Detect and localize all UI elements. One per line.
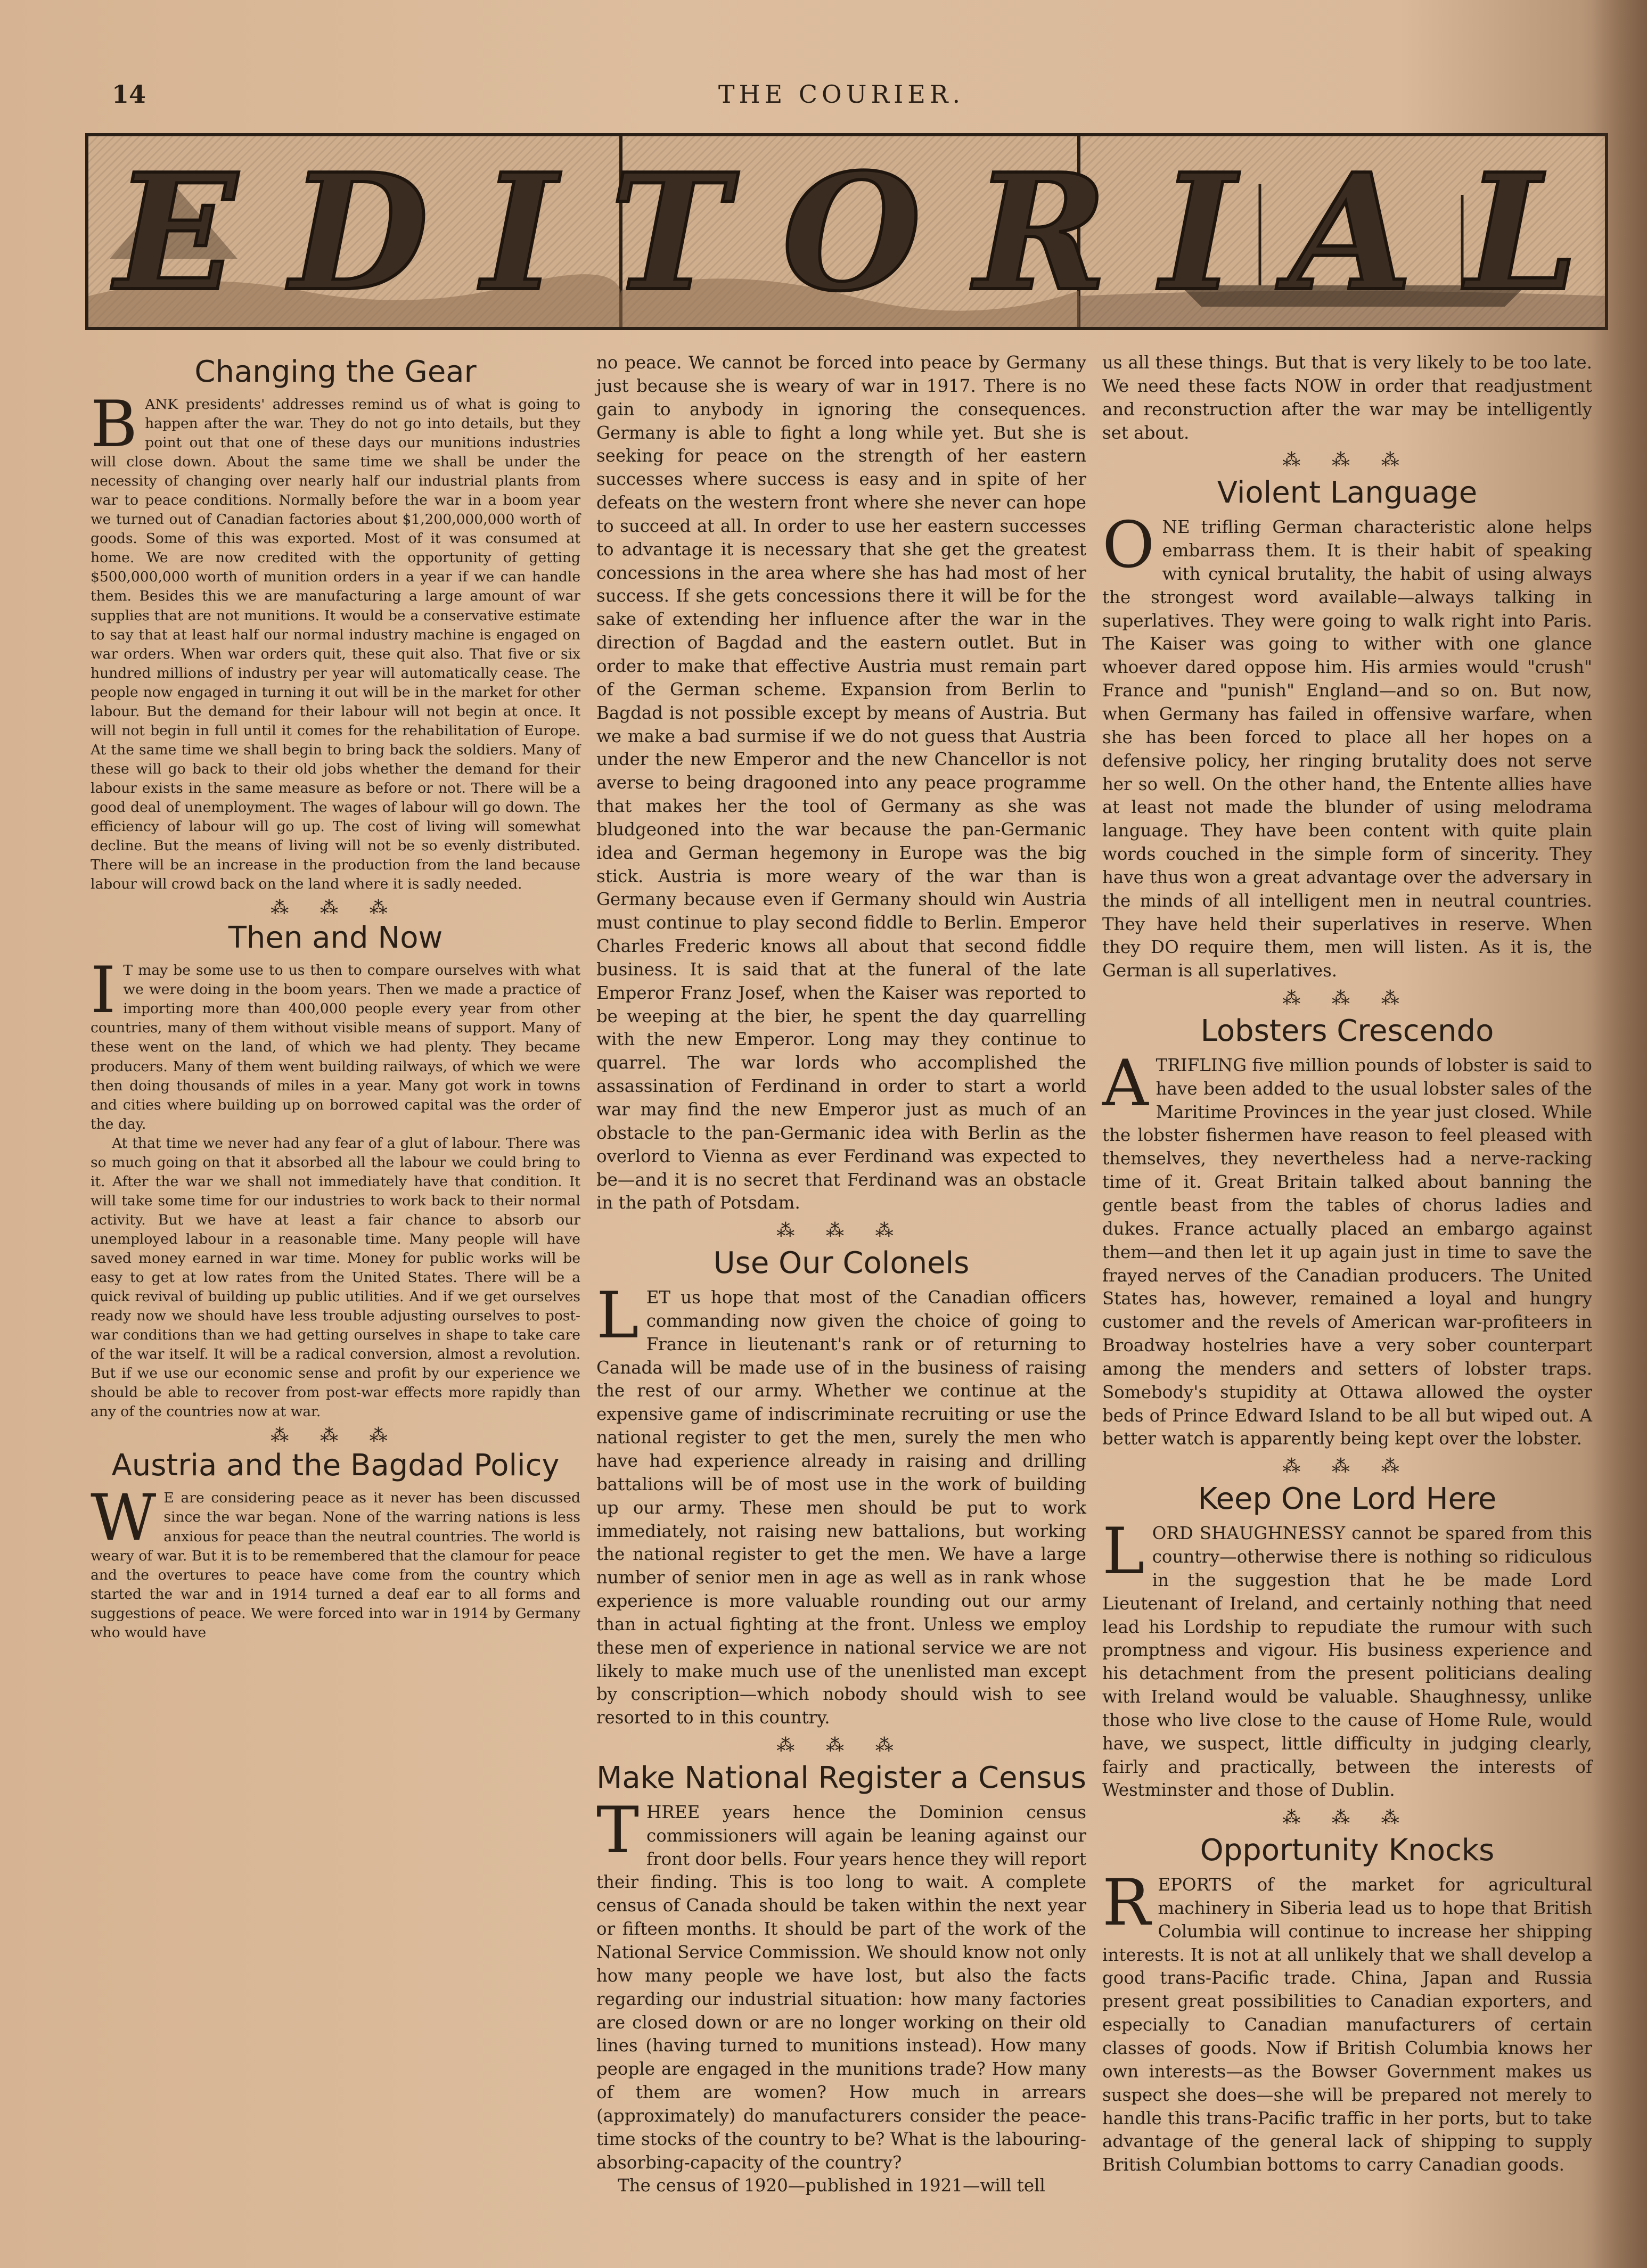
ornament-divider: ⁂ ⁂ ⁂ [1282,1456,1412,1477]
editorial-banner [85,133,1608,330]
drop-cap: I [91,954,116,1028]
column-3 [1102,351,1592,2177]
article-paragraph: E are considering peace as it never has been discussed since the war began. None of the warring nations is less anxious for peace than the neutral countries. The world is weary of war. But it is to be remembered that the clamour for peace and the overtures to peace have come from the country which started the war and in 1914 turned a deaf ear to all forms and suggestions of peace. We were forced into war in 1914 by Germany who would have [91,1490,580,1641]
article-title: Make National Register a Census [596,1760,1086,1795]
article-title: Then and Now [228,921,443,956]
ornament-divider: ⁂ ⁂ ⁂ [271,897,400,919]
page-binding-shadow [1592,0,1647,2268]
article-paragraph: ET us hope that most of the Canadian officers commanding now given the choice of going to France in lieutenant's rank or of returning to Canada will be made use of in the business of raising the rest of our army. Whether we continue at the expensive game of indiscriminate recruiting or use the national register to get the men, surely the men who have had experience already in raising and drilling battalions will be of most use in the work of building up our army. These men should be put to work immediately, not raising new battalions, but working the national register to get the men. We have a large number of senior men in age as well as in rank whose experience is more valuable rounding out our army than in actual fighting at the front. Unless we employ these men of experience in national service we are not likely to make much use of the unenlisted man except by conscription—which nobody should wish to see resorted to in this country. [596,1287,1086,1728]
article-changing-the-gear [91,355,580,894]
article-title: Lobsters Crescendo [1200,1013,1494,1048]
article-paragraph: HREE years hence the Dominion census commissioners will again be leaning against our front door bells. Four years hence they will report their finding. This is too long to wait. A complete census of Canada should be taken within the next year or fifteen months. It should be part of the work of the National Service Commission. We should know not only how many people we have lost, but also the facts regarding our industrial situation: how many factories are closed down or are no longer working on their old lines (having turned to munitions instead). How many people are engaged in the munitions trade? How many of them are women? How much in arrears (approximately) do manufacturers consider the peace-time stocks of the country to be? What is the labouring-absorbing-capacity of the country? [596,1802,1086,2173]
article-opportunity-knocks [1102,1833,1592,2177]
article-paragraph-continued: no peace. We cannot be forced into peace by Germany just because she is weary of war in 1917. There is no gain to anybody in ignoring the consequences. Germany is able to fight a long while yet. But she is seeking for peace on the strength of her eastern successes where success is easy and in spite of her defeats on the western front where she never can hope to succeed at all. In order to use her eastern successes to advantage it is necessary that she get the greatest concessions in the area where she has had most of her success. If she gets concessions there it will be for the sake of extending her influence after the war in the direction of Bagdad and the eastern outlet. But in order to make that effective Austria must remain part of the German scheme. Expansion from Berlin to Bagdad is not possible except by means of Austria. But we make a bad surmise if we do not guess that Austria under the new Emperor and the new Chancellor is not averse to being dragooned into any peace programme that makes her the tool of Germany as she was bludgeoned into the war because the pan-Germanic idea and German hegemony in Europe was the big stick. Austria is more weary of the war than is Germany because even if Germany should win Austria must continue to play second fiddle to Berlin. Emperor Charles Frederic knows all about that second fiddle business. It is said that at the funeral of the late Emperor Franz Josef, when the Kaiser was reported to be weeping at the bier, he spent the day quarrelling with the new Emperor. Long may they continue to quarrel. The war lords who accomplished the assassination of Ferdinand in order to start a world war may find the new Emperor just as much of an obstacle to the pan-Germanic idea with Berlin as the overlord to Vienna as ever Ferdinand was expected to be—and it is no secret that Ferdinand was an obstacle in the path of Potsdam. [596,352,1086,1213]
banner-letter: O [782,138,922,326]
drop-cap: L [596,1279,639,1353]
article-title: Austria and the Bagdad Policy [111,1448,560,1483]
article-paragraph: EPORTS of the market for agricultural machinery in Siberia lead us to hope that British Columbia will continue to increase her shipping interests. It is not at all unlikely that we shall develop a good trans-Pacific trade. China, Japan and Russia present great possibilities to Canadian exporters, and especially to Canadian manufacturers of certain classes of goods. Now if British Columbia knows her own interests—as the Bowser Government makes us suspect she does—she will be prepared not merely to handle this trans-Pacific traffic in her ports, but to take advantage of the general lack of shipping to supply British Columbian bottoms to carry Canadian goods. [1102,1875,1592,2175]
article-paragraph: The census of 1920—published in 1921—will tell [618,2175,1045,2196]
banner-letter: D [290,138,429,326]
article-paragraph: ORD SHAUGHNESSY cannot be spared from this country—otherwise there is nothing so ridiculous in the suggestion that he be made Lord Lieutenant of Ireland, and certainly nothing that need lead his Lordship to repudiate the rumour with such promptness and vigour. His business experience and his detachment from the present politicians dealing with Ireland would be valuable. Shaughnessy, unlike those who live close to the cause of Home Rule, would have, we suspect, little difficulty in judging clearly, fairly and practically, between the interests of Westminster and those of Dublin. [1102,1523,1592,1801]
banner-letter: I [482,138,557,326]
article-lobsters-crescendo [1102,1014,1592,1451]
article-paragraph-continued: us all these things. But that is very likely to be too late. We need these facts NOW in order that readjustment and reconstruction after the war may be intelligently set about. [1102,352,1592,443]
column-2 [596,351,1086,2198]
article-title: Use Our Colonels [713,1246,970,1281]
drop-cap: O [1102,508,1155,583]
article-paragraph: T may be some use to us then to compare ourselves with what we were doing in the boom years. Then we made a practice of importing more than 400,000 people every year from other countries, many of them without visible means of support. Many of these went on the land, of which we had plenty. They became producers. Many of them went building railways, of which we were then doing thousands of miles in a year. Many got work in towns and cities where building up on borrowed capital was the order of the day. [91,962,580,1132]
banner-letter: T [610,138,729,326]
article-then-and-now [91,921,580,1421]
article-violent-language [1102,475,1592,983]
drop-cap: B [91,388,138,462]
banner-letter: L [1465,138,1578,326]
banner-letter: E [115,138,237,326]
drop-cap: L [1102,1515,1145,1589]
ornament-divider: ⁂ ⁂ ⁂ [776,1735,906,1756]
article-title: Changing the Gear [194,355,477,389]
ornament-divider: ⁂ ⁂ ⁂ [1282,449,1412,471]
banner-letter: I [1160,138,1236,326]
page-number: 14 [112,80,146,109]
ornament-divider: ⁂ ⁂ ⁂ [1282,988,1412,1009]
drop-cap: A [1102,1046,1149,1121]
article-title: Opportunity Knocks [1200,1833,1495,1868]
ornament-divider: ⁂ ⁂ ⁂ [1282,1807,1412,1829]
article-paragraph: ANK presidents' addresses remind us of what is going to happen after the war. They do not go into details, but they point out that one of these days our munitions industries will close down. About the same time we shall be under the necessity of changing over nearly half our industrial plants from war to peace conditions. Normally before the war in a boom year we turned out of Canadian factories about $1,200,000,000 worth of goods. Some of this was exported. Most of it was consumed at home. We are now credited with the opportunity of getting $500,000,000 worth of munition orders in a year if we can handle them. Besides this we are manufacturing a large amount of war supplies that are not munitions. It would be a conservative estimate to say that at least half our normal industry machine is engaged on war orders. When war orders quit, these quit also. That five or six hundred millions of industry per year will automatically cease. The people now engaged in turning it out will be in the market for other labour. But the demand for their labour will not begin at once. It will not begin in full until it comes for the rehabilitation of Europe. At the same time we shall begin to bring back the soldiers. Many of these will go back to their old jobs whether the demand for their labour exists in the same measure as before or not. There will be a good deal of unemployment. The wages of labour will go down. The efficiency of labour will go up. The cost of living will somewhat decline. But the means of living will not be so evenly distributed. There will be an increase in the production from the land because labour will crowd back on the land where it is sadly needed. [91,396,580,893]
article-title: Keep One Lord Here [1198,1482,1497,1517]
drop-cap: T [596,1793,640,1868]
article-paragraph: TRIFLING five million pounds of lobster is said to have been added to the usual lobster sales of the Maritime Provinces in the year just closed. While the lobster fishermen have reason to feel pleased with themselves, they nevertheless had a nerve-racking time of it. Great Britain talked about banning the gentle beast from the tables of chorus ladies and dukes. France actually placed an embargo against them—and then let it up again just in time to save the frayed nerves of the Canadian producers. The United States has, however, remained a loyal and hungry customer and the revels of American war-profiteers in Broadway hostelries have a very sober counterpart among the menders and setters of lobster traps. Somebody's stupidity at Ottawa allowed the oyster beds of Prince Edward Island to be all but wiped out. A better watch is apparently being kept over the lobster. [1102,1055,1592,1449]
page-header [80,80,1603,122]
column-1 [91,351,580,1642]
article-keep-one-lord [1102,1482,1592,1802]
editorial-banner-lettering [88,138,1605,326]
article-paragraph: NE trifling German characteristic alone helps embarrass them. It is their habit of speaking with cynical brutality, the habit of using always the strongest word available—always talking in superlatives. They were going to walk right into Paris. The Kaiser was going to wither with one glance whoever dared oppose him. His armies would "crush" France and "punish" England—and so on. But now, when Germany has failed in offensive warfare, when she has been forced to place all her hopes on a defensive policy, her ringing brutality does not serve her so well. On the other hand, the Entente allies have at least not made the blunder of using melodrama language. They have been content with quite plain words couched in the simple form of sincerity. They have thus won a great advantage over the adversary in the minds of all intelligent men in neutral countries. They have held their superlatives in reserve. When they DO require them, men will listen. As it is, the German is all superlatives. [1102,517,1592,981]
banner-letter: R [974,138,1108,326]
article-title: Violent Language [1217,475,1478,511]
banner-letter: A [1289,138,1413,326]
article-austria-bagdad [91,1448,580,1642]
article-national-register [596,1761,1086,2198]
article-paragraph: At that time we never had any fear of a glut of labour. There was so much going on that it absorbed all the labour we could bring to it. After the war we shall not immediately have that condition. It will take some time for our industries to work back to their normal activity. But we have at least a fair chance to absorb our unemployed labour in a reasonable time. Many people will have saved money earned in war time. Money for public works will be easy to get at low rates from the United States. There will be a quick revival of building up public utilities. And if we get ourselves ready now we should have less trouble adjusting ourselves to post-war conditions than we had getting ourselves in shape to take care of the war itself. It will be a radical conversion, almost a revolution. But if we use our economic sense and profit by our experience we should be able to recover from post-war effects more rapidly than any of the countries now at war. [91,1135,580,1420]
drop-cap: R [1102,1866,1151,1941]
publication-title: THE COURIER. [718,80,965,109]
drop-cap: W [91,1481,157,1556]
ornament-divider: ⁂ ⁂ ⁂ [271,1425,400,1447]
ornament-divider: ⁂ ⁂ ⁂ [776,1220,906,1242]
article-use-our-colonels [596,1246,1086,1730]
